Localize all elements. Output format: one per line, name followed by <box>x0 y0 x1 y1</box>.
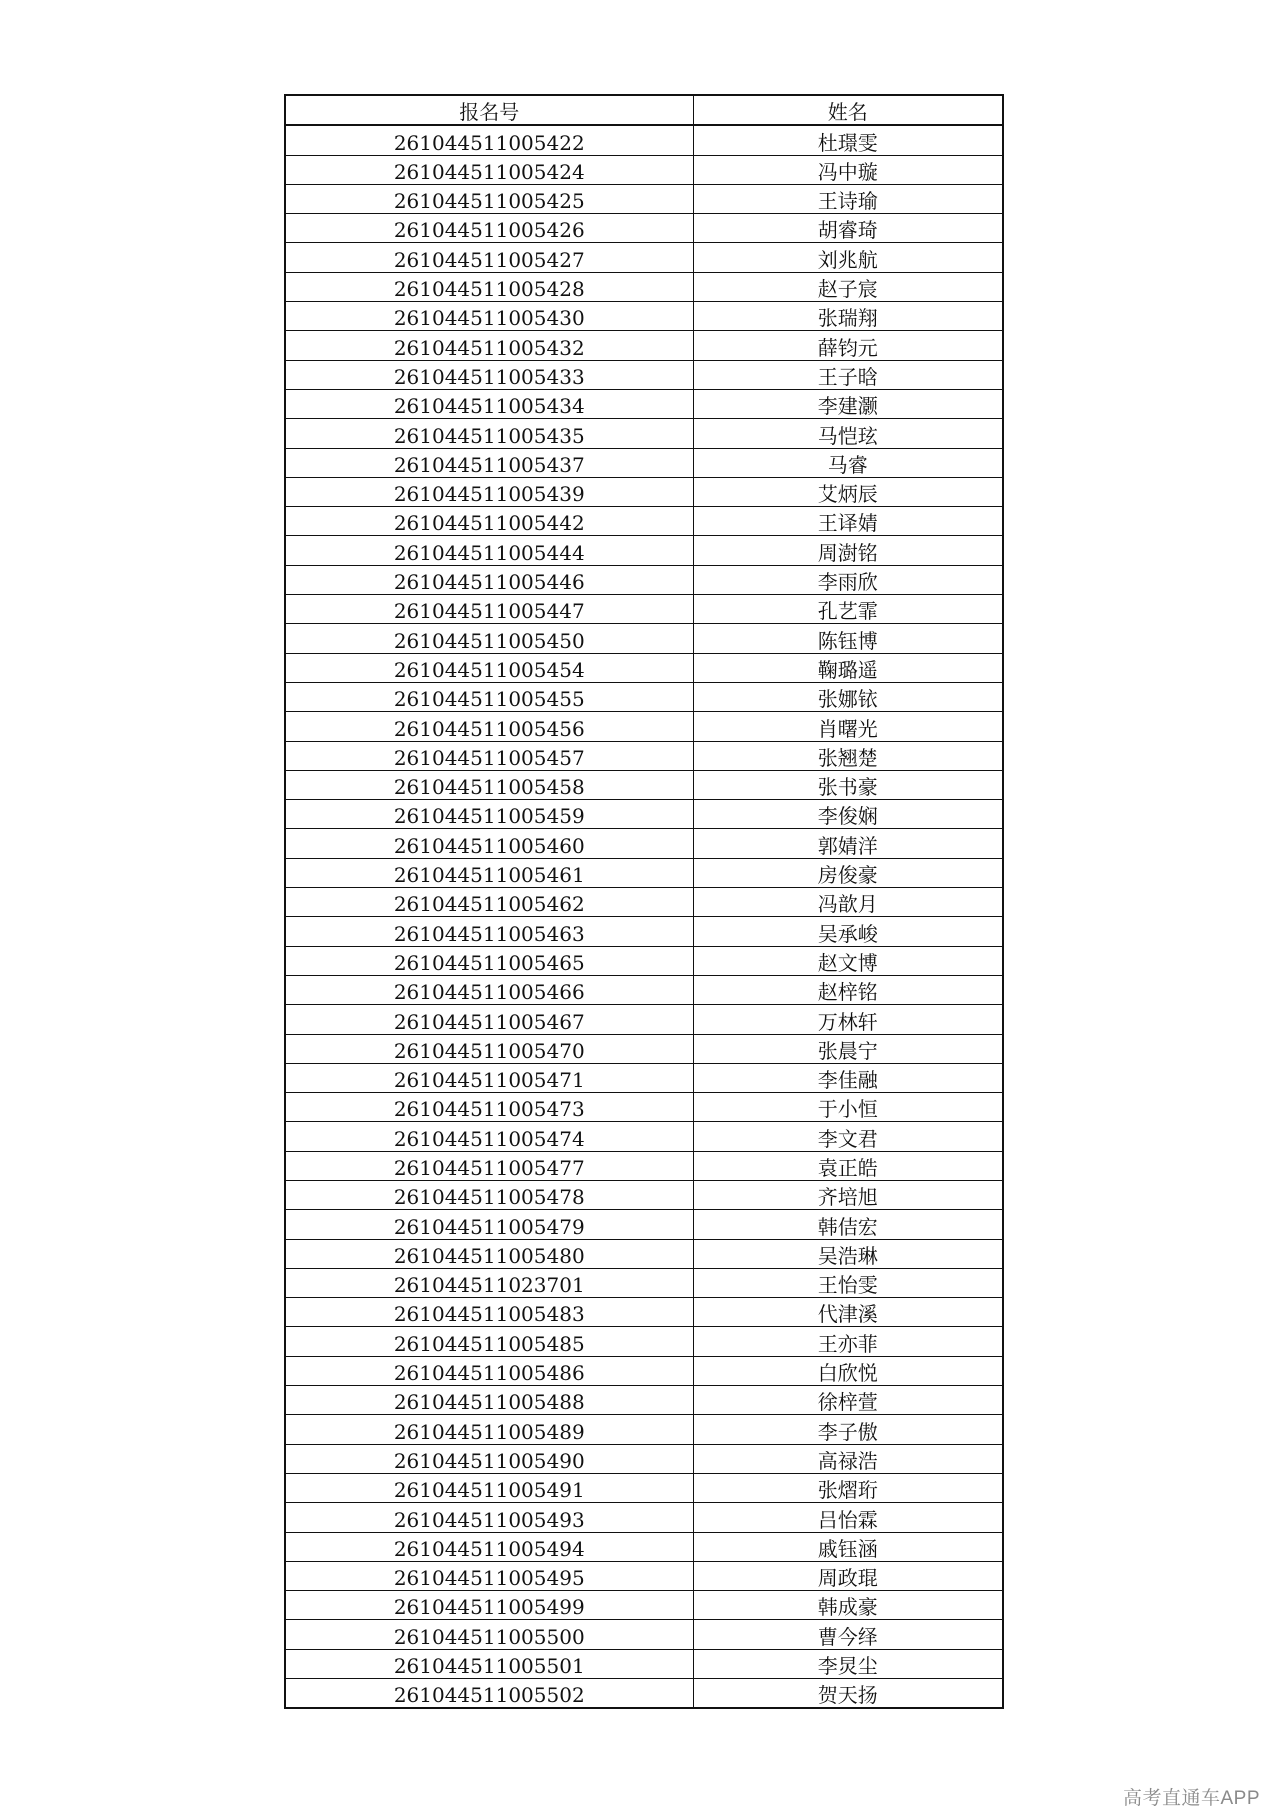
registration-number-cell: 261044511005471 <box>285 1063 693 1092</box>
name-cell: 马睿 <box>693 448 1003 477</box>
registration-number-cell: 261044511005501 <box>285 1649 693 1678</box>
table-row <box>285 946 1003 975</box>
name-cell: 张娜铱 <box>693 682 1003 711</box>
registration-number-cell: 261044511005493 <box>285 1503 693 1532</box>
header-name: 姓名 <box>693 95 1003 125</box>
registration-number-cell: 261044511005483 <box>285 1298 693 1327</box>
table-row <box>285 1532 1003 1561</box>
registration-number-cell: 261044511005499 <box>285 1591 693 1620</box>
table-row <box>285 243 1003 272</box>
table-row <box>285 624 1003 653</box>
name-cell: 赵文博 <box>693 946 1003 975</box>
name-cell: 薛钧元 <box>693 331 1003 360</box>
registration-number-cell: 261044511005454 <box>285 653 693 682</box>
name-cell: 韩佶宏 <box>693 1210 1003 1239</box>
table-header <box>285 95 1003 125</box>
name-cell: 冯中璇 <box>693 155 1003 184</box>
table-row <box>285 184 1003 213</box>
registration-number-cell: 261044511005467 <box>285 1005 693 1034</box>
table-row <box>285 389 1003 418</box>
table-row <box>285 1444 1003 1473</box>
registration-number-cell: 261044511005455 <box>285 682 693 711</box>
name-cell: 李炅尘 <box>693 1649 1003 1678</box>
table-row <box>285 1503 1003 1532</box>
name-cell: 白欣悦 <box>693 1356 1003 1385</box>
table-row <box>285 712 1003 741</box>
table-row <box>285 1356 1003 1385</box>
table-row <box>285 770 1003 799</box>
table-row <box>285 448 1003 477</box>
table-row <box>285 1180 1003 1209</box>
table-row <box>285 565 1003 594</box>
registration-number-cell: 261044511005432 <box>285 331 693 360</box>
table-body <box>285 125 1003 1708</box>
table-row <box>285 1093 1003 1122</box>
name-cell: 赵子宸 <box>693 272 1003 301</box>
registration-number-cell: 261044511005478 <box>285 1180 693 1209</box>
table-row <box>285 888 1003 917</box>
table-row <box>285 331 1003 360</box>
table-row <box>285 125 1003 155</box>
registration-number-cell: 261044511005488 <box>285 1386 693 1415</box>
table-row <box>285 419 1003 448</box>
watermark: 高考直通车APP <box>1122 1788 1260 1809</box>
table-row <box>285 1005 1003 1034</box>
name-cell: 徐梓萱 <box>693 1386 1003 1415</box>
registration-number-cell: 261044511005470 <box>285 1034 693 1063</box>
table-row <box>285 800 1003 829</box>
name-cell: 李雨欣 <box>693 565 1003 594</box>
table-row <box>285 1649 1003 1678</box>
table-row <box>285 1561 1003 1590</box>
table-row <box>285 1415 1003 1444</box>
name-cell: 张翘楚 <box>693 741 1003 770</box>
registration-number-cell: 261044511005424 <box>285 155 693 184</box>
registration-number-cell: 261044511005434 <box>285 389 693 418</box>
name-cell: 张书豪 <box>693 770 1003 799</box>
registration-table <box>284 94 1004 1709</box>
name-cell: 李建灏 <box>693 389 1003 418</box>
name-cell: 陈钰博 <box>693 624 1003 653</box>
registration-number-cell: 261044511005435 <box>285 419 693 448</box>
name-cell: 戚钰涵 <box>693 1532 1003 1561</box>
registration-number-cell: 261044511005479 <box>285 1210 693 1239</box>
table-row <box>285 829 1003 858</box>
registration-number-cell: 261044511005485 <box>285 1327 693 1356</box>
name-cell: 马恺玹 <box>693 419 1003 448</box>
name-cell: 吴承峻 <box>693 917 1003 946</box>
table-row <box>285 1298 1003 1327</box>
name-cell: 王怡雯 <box>693 1268 1003 1297</box>
table-row <box>285 272 1003 301</box>
name-cell: 肖曙光 <box>693 712 1003 741</box>
table-row <box>285 477 1003 506</box>
registration-number-cell: 261044511005427 <box>285 243 693 272</box>
table-row <box>285 1151 1003 1180</box>
registration-number-cell: 261044511005494 <box>285 1532 693 1561</box>
name-cell: 高禄浩 <box>693 1444 1003 1473</box>
registration-number-cell: 261044511005439 <box>285 477 693 506</box>
registration-number-cell: 261044511005430 <box>285 302 693 331</box>
registration-number-cell: 261044511005480 <box>285 1239 693 1268</box>
name-cell: 于小恒 <box>693 1093 1003 1122</box>
table-row <box>285 741 1003 770</box>
name-cell: 王诗瑜 <box>693 184 1003 213</box>
table-row <box>285 1122 1003 1151</box>
name-cell: 艾炳辰 <box>693 477 1003 506</box>
registration-number-cell: 261044511005477 <box>285 1151 693 1180</box>
registration-number-cell: 261044511005465 <box>285 946 693 975</box>
name-cell: 王译婧 <box>693 507 1003 536</box>
table-row <box>285 1327 1003 1356</box>
name-cell: 曹今绎 <box>693 1620 1003 1649</box>
table-row <box>285 1210 1003 1239</box>
name-cell: 赵梓铭 <box>693 975 1003 1004</box>
name-cell: 王亦菲 <box>693 1327 1003 1356</box>
table-row <box>285 653 1003 682</box>
registration-number-cell: 261044511005486 <box>285 1356 693 1385</box>
name-cell: 张瑞翔 <box>693 302 1003 331</box>
registration-number-cell: 261044511005425 <box>285 184 693 213</box>
name-cell: 周澍铭 <box>693 536 1003 565</box>
name-cell: 孔艺霏 <box>693 595 1003 624</box>
registration-number-cell: 261044511005461 <box>285 858 693 887</box>
table-row <box>285 1063 1003 1092</box>
table-row <box>285 536 1003 565</box>
name-cell: 韩成豪 <box>693 1591 1003 1620</box>
registration-number-cell: 261044511005437 <box>285 448 693 477</box>
table-row <box>285 1473 1003 1502</box>
name-cell: 吴浩琳 <box>693 1239 1003 1268</box>
table-row <box>285 155 1003 184</box>
name-cell: 吕怡霖 <box>693 1503 1003 1532</box>
name-cell: 张熠珩 <box>693 1473 1003 1502</box>
name-cell: 贺天扬 <box>693 1679 1003 1709</box>
table-row <box>285 682 1003 711</box>
registration-number-cell: 261044511005450 <box>285 624 693 653</box>
registration-number-cell: 261044511005500 <box>285 1620 693 1649</box>
registration-number-cell: 261044511005426 <box>285 214 693 243</box>
registration-number-cell: 261044511005463 <box>285 917 693 946</box>
registration-number-cell: 261044511005495 <box>285 1561 693 1590</box>
registration-number-cell: 261044511005459 <box>285 800 693 829</box>
name-cell: 杜璟雯 <box>693 125 1003 155</box>
table-row <box>285 1591 1003 1620</box>
registration-number-cell: 261044511005460 <box>285 829 693 858</box>
registration-number-cell: 261044511005446 <box>285 565 693 594</box>
registration-number-cell: 261044511005489 <box>285 1415 693 1444</box>
table-row <box>285 302 1003 331</box>
registration-number-cell: 261044511005473 <box>285 1093 693 1122</box>
registration-number-cell: 261044511005502 <box>285 1679 693 1709</box>
registration-number-cell: 261044511005456 <box>285 712 693 741</box>
name-cell: 鞠璐遥 <box>693 653 1003 682</box>
registration-number-cell: 261044511005447 <box>285 595 693 624</box>
registration-number-cell: 261044511005458 <box>285 770 693 799</box>
name-cell: 周政琨 <box>693 1561 1003 1590</box>
registration-number-cell: 261044511005433 <box>285 360 693 389</box>
name-cell: 代津溪 <box>693 1298 1003 1327</box>
registration-number-cell: 261044511005457 <box>285 741 693 770</box>
name-cell: 李文君 <box>693 1122 1003 1151</box>
table-row <box>285 1268 1003 1297</box>
registration-number-cell: 261044511005442 <box>285 507 693 536</box>
registration-number-cell: 261044511005462 <box>285 888 693 917</box>
name-cell: 李俊娴 <box>693 800 1003 829</box>
registration-number-cell: 261044511005474 <box>285 1122 693 1151</box>
name-cell: 齐培旭 <box>693 1180 1003 1209</box>
name-cell: 冯歆月 <box>693 888 1003 917</box>
name-cell: 郭婧洋 <box>693 829 1003 858</box>
name-cell: 王子晗 <box>693 360 1003 389</box>
table-row <box>285 360 1003 389</box>
header-row <box>285 95 1003 125</box>
table-row <box>285 1620 1003 1649</box>
table-row <box>285 917 1003 946</box>
table-row <box>285 507 1003 536</box>
table-row <box>285 214 1003 243</box>
name-cell: 张晨宁 <box>693 1034 1003 1063</box>
table-row <box>285 1386 1003 1415</box>
table-row <box>285 595 1003 624</box>
table-row <box>285 975 1003 1004</box>
table-row <box>285 858 1003 887</box>
registration-number-cell: 261044511005466 <box>285 975 693 1004</box>
name-cell: 胡睿琦 <box>693 214 1003 243</box>
table-row <box>285 1239 1003 1268</box>
registration-number-cell: 261044511005444 <box>285 536 693 565</box>
name-cell: 李子傲 <box>693 1415 1003 1444</box>
name-cell: 袁正皓 <box>693 1151 1003 1180</box>
registration-number-cell: 261044511005422 <box>285 125 693 155</box>
registration-number-cell: 261044511005490 <box>285 1444 693 1473</box>
name-cell: 李佳融 <box>693 1063 1003 1092</box>
registration-number-cell: 261044511023701 <box>285 1268 693 1297</box>
table-row <box>285 1679 1003 1709</box>
header-registration-number: 报名号 <box>285 95 693 125</box>
registration-number-cell: 261044511005491 <box>285 1473 693 1502</box>
table-row <box>285 1034 1003 1063</box>
name-cell: 房俊豪 <box>693 858 1003 887</box>
name-cell: 万林轩 <box>693 1005 1003 1034</box>
name-cell: 刘兆航 <box>693 243 1003 272</box>
registration-number-cell: 261044511005428 <box>285 272 693 301</box>
